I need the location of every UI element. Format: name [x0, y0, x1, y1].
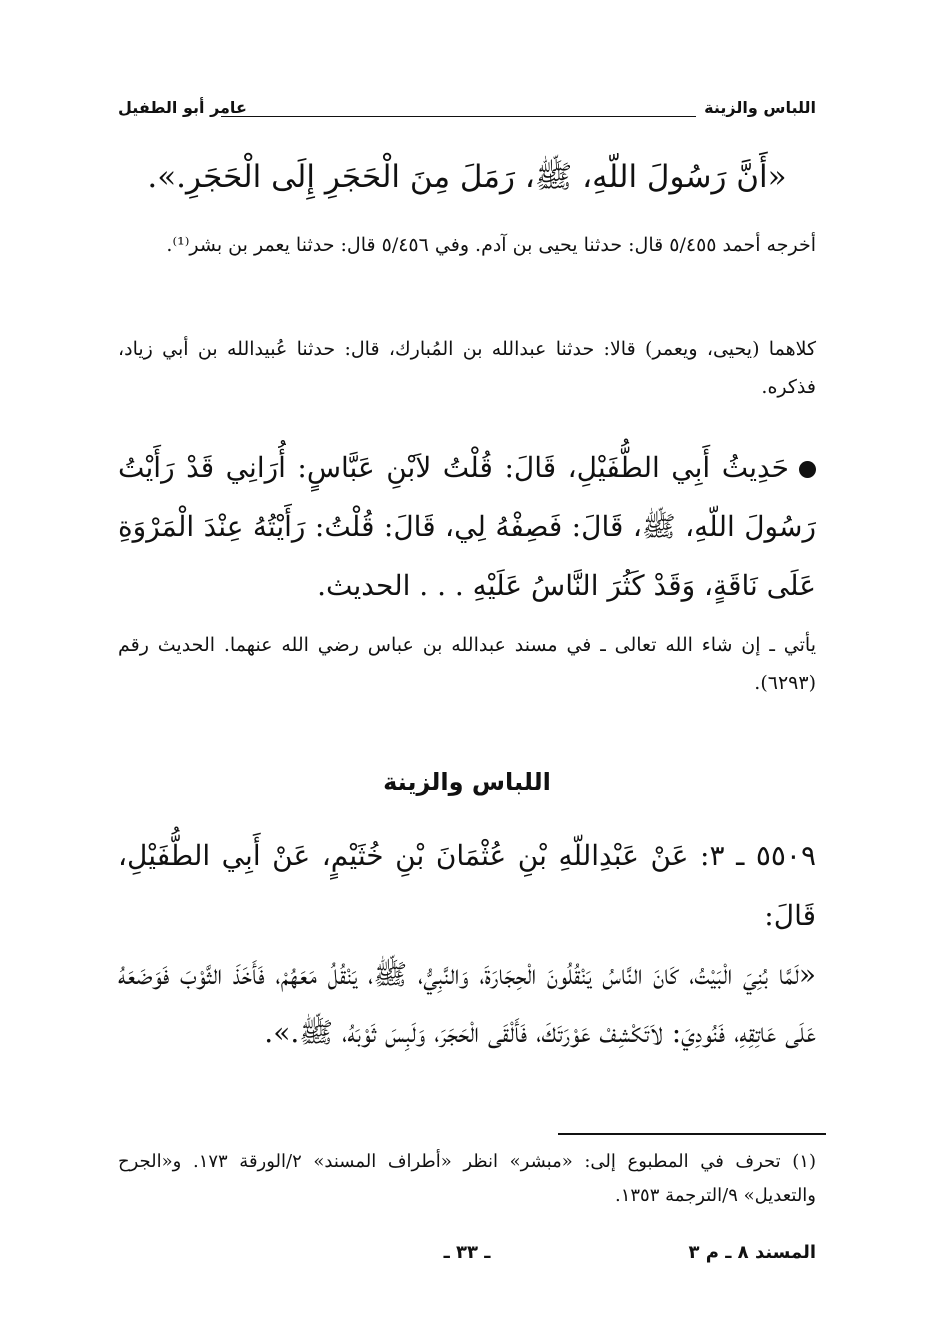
hadith-abi-tufayl-text: حَدِيثُ أَبِي الطُّفَيْلِ، قَالَ: قُلْتُ لاَبْنِ عَبَّاسٍ: أُرَانِي قَدْ رَأَيْتُ رَسُولَ اللّهِ، ﷺ، قَالَ: فَصِفْهُ لِي، قَالَ: قُلْتُ: رَأَيْتُهُ عِنْدَ الْمَرْوَةِ عَلَى نَاقَةٍ، وَقَدْ كَثُرَ النَّاسُ عَلَيْهِ . . . الحديث. — [118, 451, 816, 602]
hadith-chain-5509: ٥٥٠٩ ـ ٣: عَنْ عَبْدِاللّهِ بْنِ عُثْمَانَ بْنِ خُثَيْمٍ، عَنْ أَبِي الطُّفَيْلِ، قَالَ: — [118, 839, 816, 932]
section-heading: اللباس والزينة — [383, 768, 551, 796]
hadith-kaaba-building: «لَمَّا بُنِيَ الْبَيْتُ، كَانَ النَّاسُ يَنْقُلُونَ الْحِجَارَةَ، وَالنَّبِيُّ، ﷺ، يَنْقُلُ مَعَهُمْ، فَأَخَذَ الثَّوْبَ فَوَضَعَهُ عَلَى عَاتِقِهِ، فَنُودِيَ: لاَتَكْشِفْ عَوْرَتَكَ، فَأَلْقَى الْحَجَرَ، وَلَبِسَ ثَوْبَهُ، ﷺ.». — [118, 958, 816, 1049]
source-note: أخرجه أحمد ٥/٤٥٥ قال: حدثنا يحيى بن آدم. وفي ٥/٤٥٦ قال: حدثنا يعمر بن بشر⁽¹⁾. — [166, 234, 816, 256]
running-header — [118, 94, 816, 122]
header-rule — [221, 116, 696, 117]
hadith-abi-tufayl — [118, 438, 816, 615]
footnote-rule — [558, 1133, 826, 1135]
narrator-running-title: عامر أبو الطفيل — [118, 98, 247, 117]
volume-marker: المسند ٨ ـ م ٣ — [688, 1242, 816, 1263]
bullet-icon — [799, 461, 816, 478]
section-running-title: اللباس والزينة — [704, 98, 816, 117]
page-number: ـ ٣٣ ـ — [443, 1242, 491, 1263]
footnote: (١) تحرف في المطبوع إلى: «مبشر» انظر «أطراف المسند» ٢/الورقة ١٧٣. و«الجرح والتعديل» ٩/الترجمة ١٣٥٣. — [118, 1151, 816, 1206]
page-footer — [118, 1234, 816, 1272]
chain-note: كلاهما (يحيى، ويعمر) قالا: حدثنا عبدالله بن المُبارك، قال: حدثنا عُبيدالله بن أبي زياد، فذكره. — [118, 338, 816, 398]
cross-reference-note: يأتي ـ إن شاء الله تعالى ـ في مسند عبدالله بن عباس رضي الله عنهما. الحديث رقم (٦٢٩٣). — [118, 634, 816, 694]
opening-hadith-quote: «أَنَّ رَسُولَ اللّهِ، ﷺ، رَمَلَ مِنَ الْحَجَرِ إِلَى الْحَجَرِ.». — [147, 159, 787, 195]
